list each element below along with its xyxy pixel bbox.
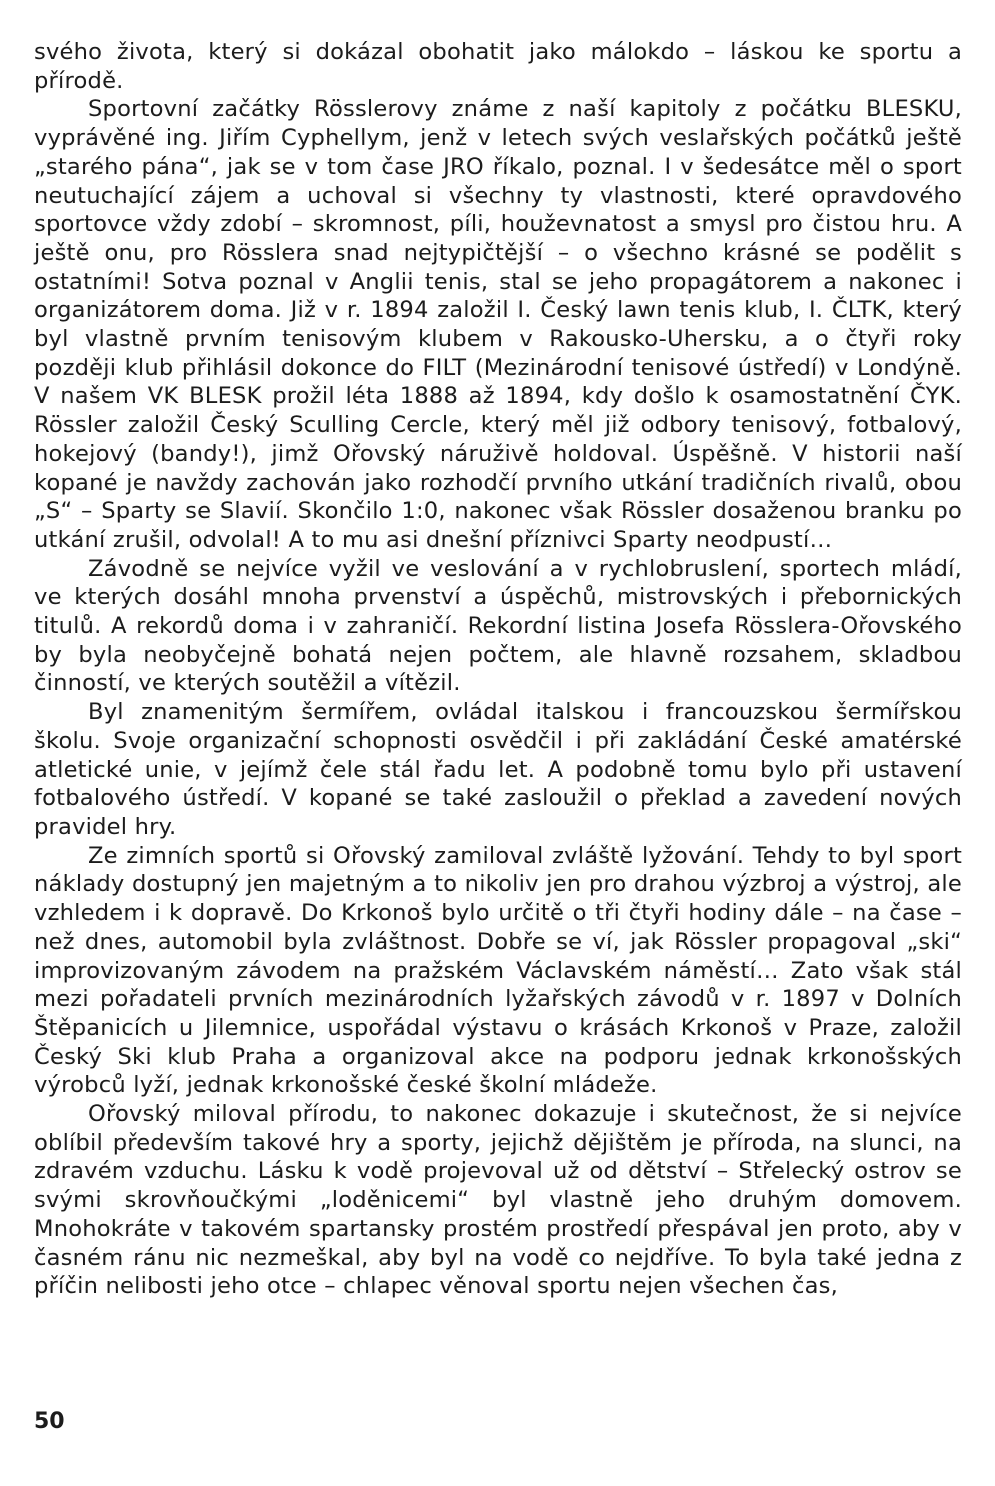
paragraph-nature: Ořovský miloval přírodu, to nakonec dokazuje i skutečnost, že si nejvíce oblíbil především takové hry a sporty, jejichž dějištěm je příroda, na slunci, na zdravém vzduchu. Lásku k vodě projevoval už od dětství – Střelecký ostrov se svými skrovňoučkými „loděnicemi“ byl vlastně jeho druhým domovem. Mnohokráte v takovém spartansky prostém prostředí přespával jen proto, aby v časném ránu nic nezmeškal, aby byl na vodě co nejdříve. To byla také jedna z příčin nelibosti jeho otce – chlapec věnoval sportu nejen všechen čas, xyxy=(34,1101,962,1300)
page-number: 50 xyxy=(34,1409,65,1434)
body-text xyxy=(34,38,962,1301)
paragraph-fencing-athletics: Byl znamenitým šermířem, ovládal italskou i francouzskou šermířskou školu. Svoje organizační schopnosti osvědčil i při zakládání České amatérské atletické unie, v jejímž čele stál řadu let. A podobně tomu bylo při ustavení fotbalového ústředí. V kopané se také zasloužil o překlad a zavedení nových pravidel hry. xyxy=(34,699,962,840)
paragraph-sports-beginnings: Sportovní začátky Rösslerovy známe z naší kapitoly z počátku BLESKU, vyprávěné ing. Jiřím Cyphellym, jenž v letech svých veslařských počátků ještě „starého pána“, jak se v tom čase JRO říkalo, poznal. I v šedesátce měl o sport neutuchající zájem a uchoval si všechny ty vlastnosti, které opravdového sportovce vždy zdobí – skromnost, píli, houževnatost a smysl pro čistou hru. A ještě onu, pro Rösslera snad nejtypičtější – o všechno krásné se podělit s ostatními! Sotva poznal v Anglii tenis, stal se jeho propagátorem a nakonec i organizátorem doma. Již v r. 1894 založil I. Český lawn tenis klub, I. ČLTK, který byl vlastně prvním tenisovým klubem v Rakousko-Uhersku, a o čtyři roky později klub přihlásil dokonce do FILT (Mezinárodní tenisové ústředí) v Londýně. V našem VK BLESK prožil léta 1888 až 1894, kdy došlo k osamostatnění ČYK. Rössler založil Český Sculling Cercle, který měl již odbory tenisový, fotbalový, hokejový (bandy!), jimž Ořovský náruživě holdoval. Úspěšně. V historii naší kopané je navždy zachován jako rozhodčí prvního utkání tradičních rivalů, obou „S“ – Sparty se Slavií. Skončilo 1:0, nakonec však Rössler dosaženou branku po utkání zrušil, odvolal! A to mu asi dnešní příznivci Sparty neodpustí… xyxy=(34,96,962,553)
paragraph-rowing-skating: Závodně se nejvíce vyžil ve veslování a v rychlobruslení, sportech mládí, ve kterých dosáhl mnoha prvenství a úspěchů, mistrovských i přebornických titulů. A rekordů doma i v zahraničí. Rekordní listina Josefa Rösslera-Ořovského by byla neobyčejně bohatá nejen počtem, ale hlavně rozsahem, skladbou činností, ve kterých soutěžil a vítězil. xyxy=(34,555,962,697)
paragraph-skiing: Ze zimních sportů si Ořovský zamiloval zvláště lyžování. Tehdy to byl sport náklady dostupný jen majetným a to nikoliv jen pro drahou výzbroj a výstroj, ale vzhledem i k dopravě. Do Krkonoš bylo určitě o tři čtyři hodiny dále – na čase – než dnes, automobil byla zvláštnost. Dobře se ví, jak Rössler propagoval „ski“ improvizovaným závodem na pražském Václavském náměstí… Zato však stál mezi pořadateli prvních mezinárodních lyžařských závodů v r. 1897 v Dolních Štěpanicích u Jilemnice, uspořádal výstavu o krásách Krkonoš v Praze, založil Český Ski klub Praha a organizoval akce na podporu jednak krkonošských výrobců lyží, jednak krkonošské české školní mládeže. xyxy=(34,842,962,1099)
paragraph-continuation: svého života, který si dokázal obohatit jako málokdo – láskou ke sportu a přírodě. xyxy=(34,39,962,94)
